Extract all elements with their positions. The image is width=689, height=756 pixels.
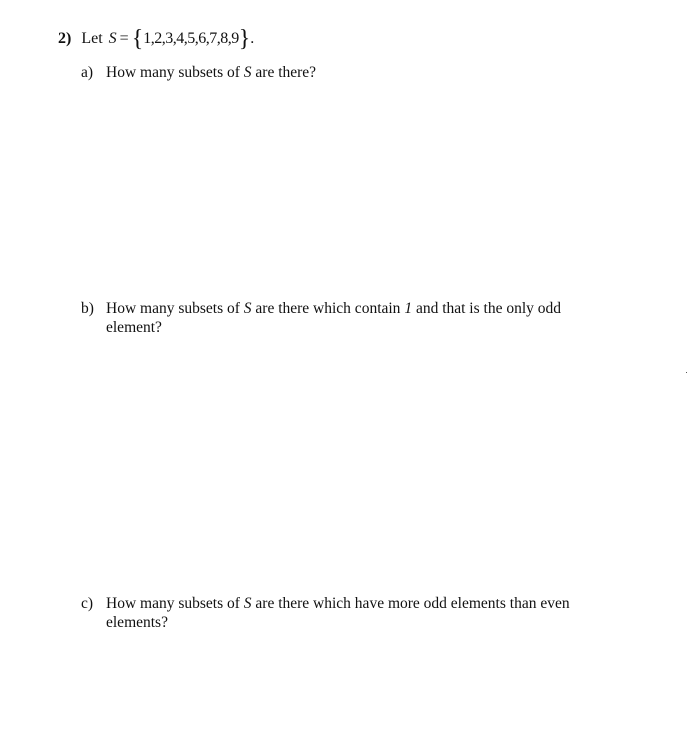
problem-statement [58, 28, 254, 50]
part-label: a) [81, 64, 94, 81]
element-variable: 1 [404, 300, 413, 317]
question-part-a [81, 63, 601, 82]
period: . [250, 30, 255, 47]
text-segment: are there which have more odd elements than even elements? [106, 595, 570, 631]
text-segment: How many subsets of [106, 595, 244, 612]
equals-sign: = [119, 30, 129, 47]
part-label: c) [81, 595, 94, 612]
set-variable: S [243, 300, 252, 317]
text-segment: are there? [251, 64, 317, 81]
part-label: b) [81, 300, 94, 317]
set-variable: S [243, 595, 252, 612]
stray-dot [686, 372, 687, 373]
open-brace: { [131, 26, 144, 52]
part-text [106, 299, 601, 337]
set-elements: 1,2,3,4,5,6,7,8,9 [143, 30, 239, 47]
let-word: Let [81, 30, 103, 47]
text-segment: How many subsets of [106, 64, 244, 81]
text-segment: and that is the only odd element? [106, 300, 562, 336]
close-brace: } [238, 26, 251, 52]
set-variable: S [108, 30, 117, 47]
part-text [106, 63, 601, 82]
text-segment: are there which contain [251, 300, 405, 317]
problem-number: 2) [58, 30, 72, 47]
part-text [106, 594, 601, 632]
text-segment: How many subsets of [106, 300, 244, 317]
question-part-c [81, 594, 601, 632]
question-part-b [81, 299, 601, 337]
set-variable: S [243, 64, 252, 81]
